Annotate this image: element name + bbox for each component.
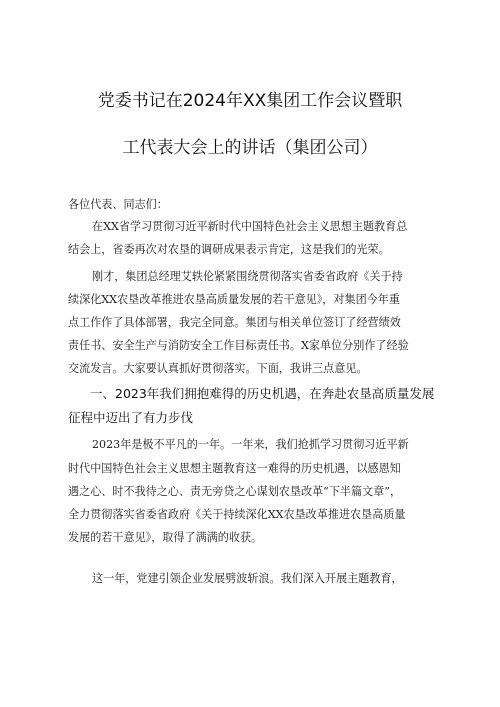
paragraph-2-line-5: 交流发言。大家要认真抓好贯彻落实。下面，我讲三点意见。 [68,362,368,375]
paragraph-1-line-1: 在XX省学习贯彻习近平新时代中国特色社会主义思想主题教育总 [92,220,408,233]
document-title-line-1: 党委书记在2024年XX集团工作会议暨职 [97,91,403,111]
paragraph-2-line-4: 责任书、安全生产与消防安全工作目标责任书。X家单位分别作了经验 [68,339,409,352]
paragraph-2-line-2: 续深化XX农垦改革推进农垦高质量发展的若干意见》，对集团今年重 [68,293,400,306]
paragraph-1-line-2: 结会上，省委再次对农垦的调研成果表示肯定，这是我们的光荣。 [68,243,390,256]
paragraph-3-line-4: 全力贯彻落实省委省政府《关于持续深化XX农垦改革推进农垦高质量 [68,508,406,521]
paragraph-3-line-5: 发展的若干意见》，取得了满满的收获。 [68,531,263,544]
document-title-line-2: 工代表大会上的讲话（集团公司） [122,138,378,158]
paragraph-4-line-1: 这一年，党建引领企业发展劈波斩浪。我们深入开展主题教育， [92,572,403,585]
salutation: 各位代表、同志们： [68,198,168,211]
paragraph-3-line-3: 遇之心、时不我待之心、责无旁贷之心谋划农垦改革“下半篇文章”， [68,485,402,498]
section-heading-1-line-1: 一、2023年我们拥抱难得的历史机遇，在奔赴农垦高质量发展 [90,386,435,401]
section-heading-1-line-2: 征程中迈出了有力步伐 [68,410,194,425]
paragraph-2-line-3: 点工作作了具体部署，我完全同意。集团与相关单位签订了经营绩效 [68,316,401,329]
paragraph-3-line-2: 时代中国特色社会主义思想主题教育这一难得的历史机遇，以感恩知 [68,462,401,475]
paragraph-3-line-1: 2023年是极不平凡的一年。一年来，我们抢抓学习贯彻习近平新 [92,438,409,451]
paragraph-2-line-1: 刚才，集团总经理艾轶伦紧紧围绕贯彻落实省委省政府《关于持 [92,270,403,283]
